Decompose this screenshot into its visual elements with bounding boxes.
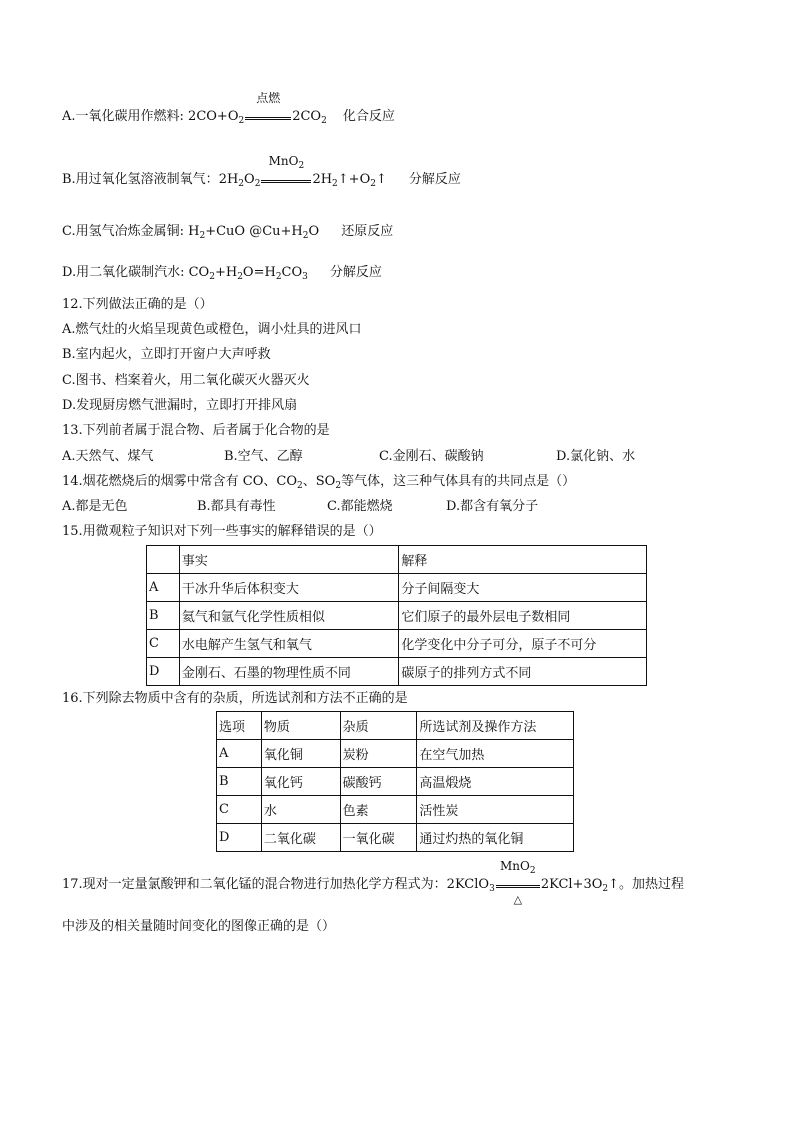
table-cell: C — [217, 796, 262, 824]
table-cell: B — [217, 768, 262, 796]
heat-triangle-icon: △ — [513, 893, 523, 906]
table-cell: 杂质 — [340, 712, 417, 740]
reaction-condition: 点燃 — [245, 109, 291, 120]
table-cell: 干冰升华后体积变大 — [179, 574, 399, 602]
table-cell: 选项 — [217, 712, 262, 740]
q12-option-d: D.发现厨房燃气泄漏时，立即打开排风扇 — [62, 398, 298, 413]
table-cell: A — [147, 574, 180, 602]
table-cell: 二氧化碳 — [261, 824, 340, 852]
q14-option-c: C.都能燃烧 — [327, 499, 393, 514]
q13-option-a: A.天然气、煤气 — [62, 449, 154, 464]
q15-table — [146, 545, 647, 686]
table-cell: 水 — [261, 796, 340, 824]
table-cell: 碳酸钙 — [340, 768, 417, 796]
q11-option-a: A.一氧化碳用作燃料: $2CO+O_2$ 点燃 $2CO_2$ 化合反应 — [62, 91, 395, 126]
table-cell: 活性炭 — [417, 796, 574, 824]
q14-option-d: D.都含有氧分子 — [446, 499, 539, 514]
table-cell: 氧化铜 — [261, 740, 340, 768]
table-cell: 碳原子的排列方式不同 — [399, 658, 647, 686]
q16-stem: 16.下列除去物质中含有的杂质，所选试剂和方法不正确的是 — [62, 691, 408, 706]
q12-stem: 12.下列做法正确的是（） — [62, 297, 213, 312]
table-row — [147, 630, 647, 658]
table-cell: B — [147, 602, 180, 630]
table-cell: 所选试剂及操作方法 — [417, 712, 574, 740]
table-header-row — [147, 546, 647, 574]
table-row — [147, 602, 647, 630]
table-cell: 通过灼热的氧化铜 — [417, 824, 574, 852]
table-row — [217, 768, 574, 796]
table-cell: 解释 — [399, 546, 647, 574]
q12-option-c: C.图书、档案着火，用二氧化碳灭火器灭火 — [62, 373, 310, 388]
table-header-row — [217, 712, 574, 740]
table-cell: 它们原子的最外层电子数相同 — [399, 602, 647, 630]
reaction-condition: MnO$_2$ △ — [496, 877, 540, 888]
table-cell: 水电解产生氢气和氧气 — [179, 630, 399, 658]
q15-stem: 15.用微观粒子知识对下列一些事实的解释错误的是（） — [62, 524, 382, 539]
table-row — [217, 824, 574, 852]
table-cell: 金刚石、石墨的物理性质不同 — [179, 658, 399, 686]
q11-option-b: B.用过氧化氢溶液制氧气：$2H_2O_2$ MnO$_2$ $2H_2↑+O_2↑$ 分解反应 — [62, 154, 461, 189]
reaction-condition: MnO$_2$ — [261, 172, 311, 183]
table-cell: C — [147, 630, 180, 658]
table-cell: 物质 — [261, 712, 340, 740]
table-cell: 分子间隔变大 — [399, 574, 647, 602]
table-cell: 炭粉 — [340, 740, 417, 768]
q13-option-b: B.空气、乙醇 — [224, 449, 303, 464]
q13-option-c: C.金刚石、碳酸钠 — [379, 449, 484, 464]
table-cell: 事实 — [179, 546, 399, 574]
q17-stem-line2: 中涉及的相关量随时间变化的图像正确的是（） — [62, 919, 336, 934]
q14-option-a: A.都是无色 — [62, 499, 128, 514]
q12-option-b: B.室内起火，立即打开窗户大声呼救 — [62, 347, 271, 362]
table-cell: 一氧化碳 — [340, 824, 417, 852]
table-cell: 化学变化中分子可分，原子不可分 — [399, 630, 647, 658]
q13-option-d: D.氯化钠、水 — [556, 449, 636, 464]
q13-stem: 13.下列前者属于混合物、后者属于化合物的是 — [62, 423, 330, 438]
q11-option-c: C.用氢气冶炼金属铜: $H_2+CuO$ $@Cu+H_2O$ 还原反应 — [62, 224, 394, 241]
q14-option-b: B.都具有毒性 — [197, 499, 276, 514]
table-cell: 色素 — [340, 796, 417, 824]
table-cell: A — [217, 740, 262, 768]
table-cell: D — [147, 658, 180, 686]
q14-stem: 14.烟花燃烧后的烟雾中常含有 CO、$CO_2$、$SO_2$等气体，这三种气体具有的共同点是（） — [62, 474, 576, 491]
q17-stem: 17.现对一定量氯酸钾和二氧化锰的混合物进行加热化学方程式为：2KClO$_3$ MnO$_2$ △ $2KCl+3O_2↑$。加热过程 — [62, 876, 684, 894]
table-row — [217, 740, 574, 768]
table-row — [217, 796, 574, 824]
table-cell: 高温煅烧 — [417, 768, 574, 796]
table-cell — [147, 546, 180, 574]
table-cell: 氧化钙 — [261, 768, 340, 796]
q16-table — [216, 711, 574, 852]
table-cell: 在空气加热 — [417, 740, 574, 768]
table-row — [147, 658, 647, 686]
q11-option-d: D.用二氧化碳制汽水: $CO_2+H_2O=H_2CO_3$ 分解反应 — [62, 265, 382, 282]
table-row — [147, 574, 647, 602]
table-cell: D — [217, 824, 262, 852]
q12-option-a: A.燃气灶的火焰呈现黄色或橙色，调小灶具的进风口 — [62, 322, 362, 337]
table-cell: 氦气和氩气化学性质相似 — [179, 602, 399, 630]
